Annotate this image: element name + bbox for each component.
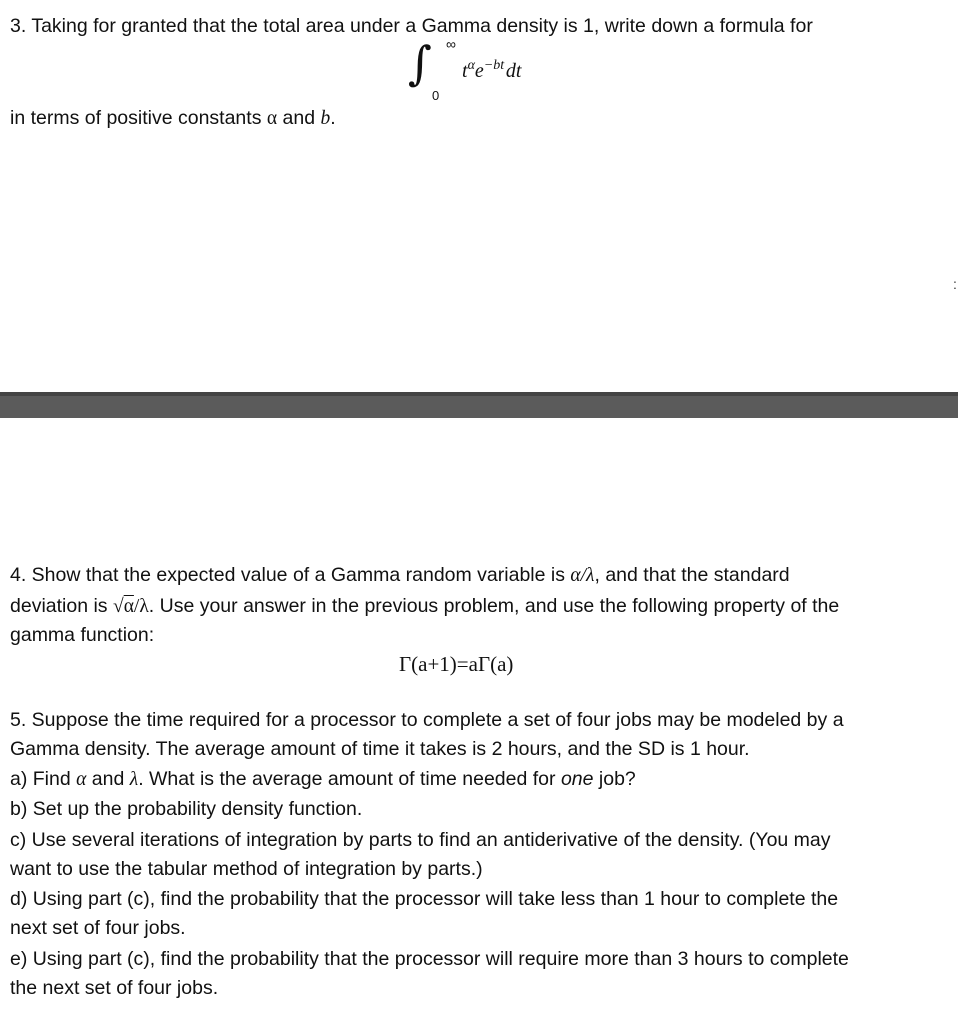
problem-4-line-1: 4. Show that the expected value of a Gamma random variable is α/λ, and that the standard	[10, 564, 790, 586]
integrand: $t^\alpha e^{-bt}$ dt	[462, 58, 522, 82]
edge-mark: :	[953, 276, 957, 292]
problem-5-part-d-line-2: next set of four jobs.	[10, 917, 186, 939]
problem-4-line-3: gamma function:	[10, 624, 155, 646]
problem-3-line-2: in terms of positive constants α and b.	[10, 107, 336, 129]
problem-5-part-e-line-2: the next set of four jobs.	[10, 977, 219, 999]
integral-upper-limit: ∞	[446, 36, 456, 52]
problem-5-part-c-line-1: c) Use several iterations of integration by parts to find an antiderivative of the density. (You may	[10, 829, 831, 851]
problem-4-line-2: deviation is √α/λ. Use your answer in the previous problem, and use the following property of the	[10, 595, 840, 617]
problem-5-part-d-line-1: d) Using part (c), find the probability that the processor will take less than 1 hour to complete the	[10, 888, 839, 910]
integral-lower-limit: 0	[432, 88, 440, 103]
problem-5-part-b: b) Set up the probability density function.	[10, 798, 363, 820]
page-divider-band	[0, 392, 958, 418]
problem-5-part-a: a) Find α and λ. What is the average amount of time needed for one job?	[10, 768, 636, 790]
problem-5-part-e-line-1: e) Using part (c), find the probability that the processor will require more than 3 hours to complete	[10, 948, 849, 970]
integral-sign-icon: ∫	[408, 36, 432, 90]
problem-3-line-1: 3. Taking for granted that the total area under a Gamma density is 1, write down a formula for	[10, 15, 813, 37]
problem-5-line-1: 5. Suppose the time required for a processor to complete a set of four jobs may be modeled by a	[10, 709, 844, 731]
gamma-function-equation: Γ(a+1)=aΓ(a)	[399, 652, 514, 676]
problem-5-part-c-line-2: want to use the tabular method of integration by parts.)	[10, 858, 483, 880]
problem-5-line-2: Gamma density. The average amount of time it takes is 2 hours, and the SD is 1 hour.	[10, 738, 750, 760]
